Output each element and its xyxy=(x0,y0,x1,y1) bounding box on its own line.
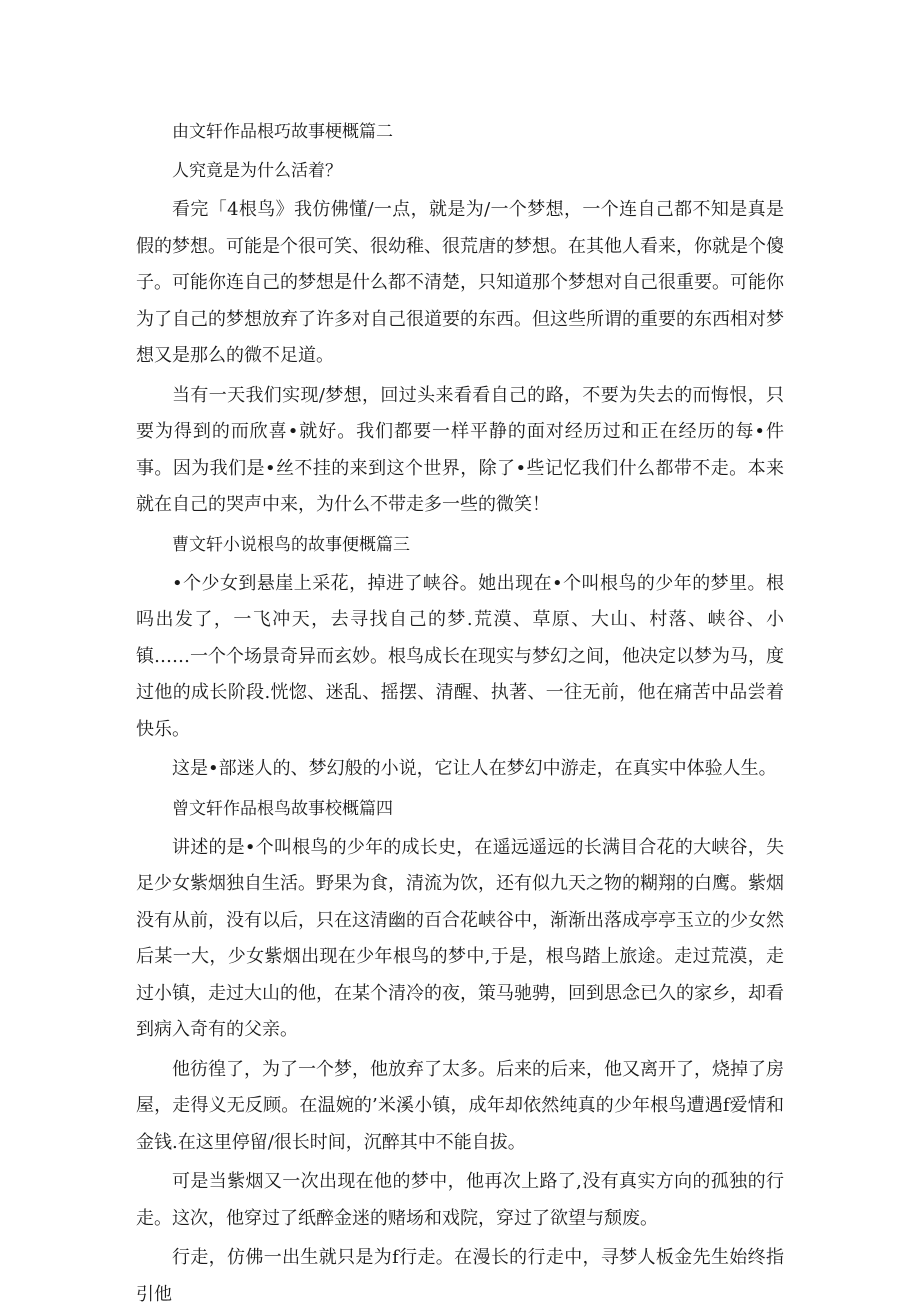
paragraph: 这是•部迷人的、梦幻般的小说，它让人在梦幻中游走，在真实中体验人生。 xyxy=(172,758,777,779)
section-subheading: 人究竟是为什么活着？ xyxy=(172,161,342,181)
paragraph: 讲述的是•个叫根鸟的少年的成长史，在遥远遥远的长满目合花的大峡谷，失足少女紫烟独自生活。野果为食，清流为饮，还有似九天之物的糊翔的白鹰。紫烟没有从前，没有以后，只在这清幽的百合花峡谷中，渐渐出落成亭亭玉立的少女然后某一大，少女紫烟出现在少年根鸟的梦中,于是，根鸟踏上旅途。走过荒漠，走过小镇，走过大山的他，在某个清冷的夜，策马驰骋，回到思念已久的家乡，却看到病入奇有的父亲。 xyxy=(136,836,784,1040)
document-body xyxy=(136,114,784,1316)
section-heading: 由文轩作品根巧故事梗概篇二 xyxy=(172,122,393,142)
paragraph: •个少女到悬崖上采花，掉进了峡谷。她出现在•个叫根鸟的少年的梦里。根吗出发了，一飞冲天，去寻找自己的梦.荒漠、草原、大山、村落、峡谷、小镇……一个个场景奇异而玄妙。根鸟成长在现实与梦幻之间，他决定以梦为马，度过他的成长阶段.恍惚、迷乱、摇摆、清醒、执著、一往无前，他在痛苦中品尝着快乐。 xyxy=(136,572,784,740)
section-heading: 曾文轩作品根鸟故事校概篇四 xyxy=(172,798,393,819)
paragraph: 当有一天我们实现/梦想，回过头来看看自己的路，不要为失去的而悔恨，只要为得到的而欣喜•就好。我们都要一样平静的面对经历过和正在经历的每•件事。因为我们是•丝不挂的来到这个世界，除了•些记忆我们什么都带不走。本来就在自己的哭声中来，为什么不带走多一些的微笑！ xyxy=(136,384,784,515)
paragraph: 可是当紫烟又一次出现在他的梦中，他再次上路了,没有真实方向的孤独的行走。这次，他穿过了纸醉金迷的赌场和戏院，穿过了欲望与颓废。 xyxy=(136,1171,784,1229)
paragraph: 看完「4根鸟》我仿佛懂/一点，就是为/一个梦想，一个连自己都不知是真是假的梦想。可能是个很可笑、很幼稚、很荒唐的梦想。在其他人看来，你就是个傻子。可能你连自己的梦想是什么都不清楚，只知道那个梦想对自己很重要。可能你为了自己的梦想放弃了许多对自己很道要的东西。但这些所谓的重要的东西相对梦想又是那么的微不足道。 xyxy=(136,199,784,366)
section-heading: 曹文轩小说根鸟的故事便概篇三 xyxy=(172,534,410,555)
paragraph: 他彷徨了，为了一个梦，他放弃了太多。后来的后来，他又离开了，烧掉了房屋，走得义无反顾。在温婉的’米溪小镇，成年却依然纯真的少年根鸟遭遇f爱情和金钱.在这里停留/很长时间，沉醉其中不能自拔。 xyxy=(136,1058,784,1153)
paragraph: 行走，仿佛一出生就只是为f行走。在漫长的行走中，寻梦人板金先生始终指引他 xyxy=(136,1247,784,1305)
